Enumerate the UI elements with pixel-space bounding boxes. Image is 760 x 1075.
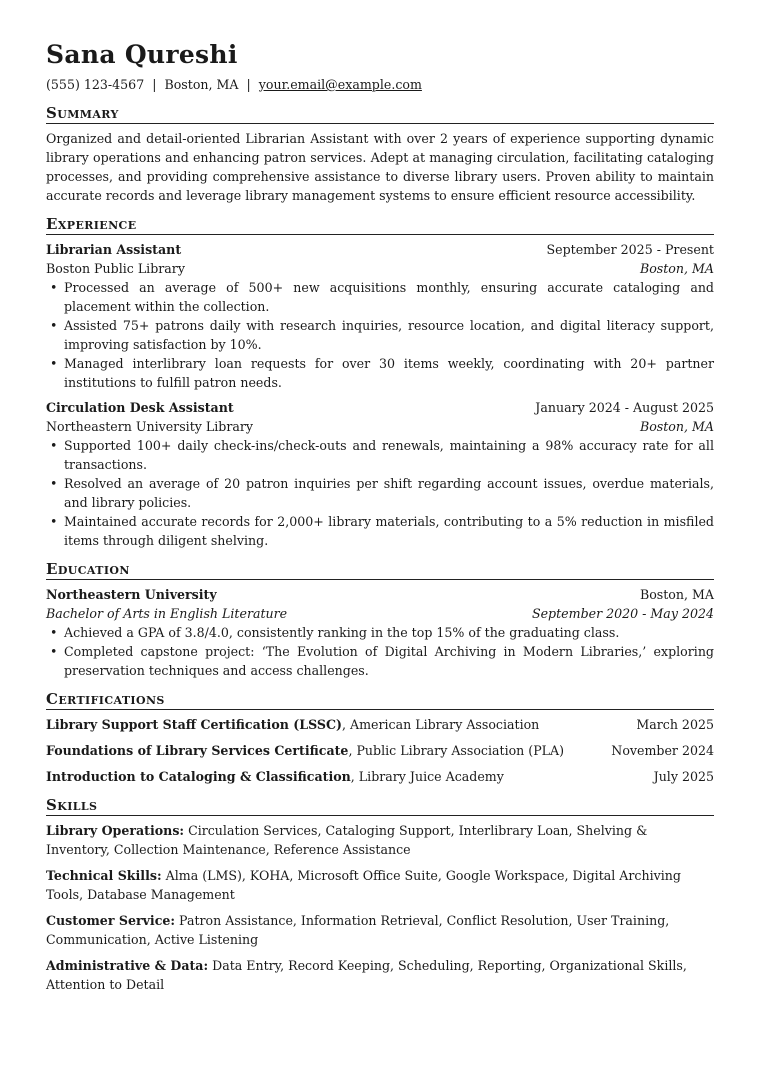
bullet-icon: • [50, 356, 58, 371]
contact-separator: | [152, 77, 157, 92]
bullet-icon: • [50, 644, 58, 659]
certification-issuer: , Library Juice Academy [350, 769, 504, 784]
bullet-item: • Resolved an average of 20 patron inquiries per shift regarding account issues, overdue materials, and library policies. [50, 476, 714, 510]
skill-group [46, 911, 714, 949]
bullet-icon: • [50, 318, 58, 333]
bullet-item: • Achieved a GPA of 3.8/4.0, consistently ranking in the top 15% of the graduating class. [50, 625, 620, 640]
job-organization: Boston Public Library [46, 261, 185, 276]
education-bullets [46, 623, 714, 680]
school-name: Northeastern University [46, 587, 217, 602]
skill-label: Customer Service: [46, 913, 176, 928]
certification-item [46, 741, 714, 760]
contact-line [46, 76, 714, 94]
skill-text: Data Entry, Record Keeping, Scheduling, Reporting, Organizational Skills, Attention to Detail [46, 958, 687, 992]
bullet-item: • Processed an average of 500+ new acquisitions monthly, ensuring accurate cataloging and placement within the collection. [50, 280, 714, 314]
certification-issuer: , Public Library Association (PLA) [348, 743, 565, 758]
skill-group [46, 821, 714, 859]
certification-date: November 2024 [611, 743, 714, 758]
skill-text: Patron Assistance, Information Retrieval, Conflict Resolution, User Training, Communication, Active Listening [46, 913, 670, 947]
certification-date: March 2025 [636, 717, 714, 732]
summary-text: Organized and detail-oriented Librarian Assistant with over 2 years of experience supporting dynamic library operations and enhancing patron services. Adept at managing circulation, facilitating cataloging processes, and providing comprehensive assistance to diverse library users. Proven ability to maintain accurate records and leverage library management systems to ensure efficient resource accessibility. [46, 131, 714, 203]
certification-issuer: , American Library Association [341, 717, 540, 732]
section-title-experience: Experience [46, 215, 714, 235]
skills-section [46, 796, 714, 994]
bullet-item: • Assisted 75+ patrons daily with research inquiries, resource location, and digital literacy support, improving satisfaction by 10%. [50, 318, 714, 352]
bullet-icon: • [50, 280, 58, 295]
bullet-item: • Managed interlibrary loan requests for over 30 items weekly, coordinating with 20+ partner institutions to fulfill patron needs. [50, 356, 714, 390]
degree-name: Bachelor of Arts in English Literature [46, 606, 288, 621]
resume-page [46, 40, 714, 1001]
section-title-certifications: Certifications [46, 690, 714, 710]
job-dates: January 2024 - August 2025 [535, 400, 714, 415]
section-title-education: Education [46, 560, 714, 580]
skill-group [46, 866, 714, 904]
phone-number: (555) 123-4567 [46, 77, 145, 92]
section-title-summary: Summary [46, 104, 714, 124]
job-organization: Northeastern University Library [46, 419, 253, 434]
certification-name: Library Support Staff Certification (LSSC) [46, 717, 342, 732]
job-entry [46, 398, 714, 550]
skill-text: Circulation Services, Cataloging Support, Interlibrary Loan, Shelving & Inventory, Collection Maintenance, Reference Assistance [46, 823, 648, 857]
contact-separator: | [246, 77, 251, 92]
bullet-icon: • [50, 625, 58, 640]
job-location: Boston, MA [639, 261, 714, 276]
bullet-item: • Supported 100+ daily check-ins/check-outs and renewals, maintaining a 98% accuracy rate for all transactions. [50, 438, 714, 472]
skill-label: Technical Skills: [46, 868, 162, 883]
education-section [46, 560, 714, 680]
summary-section [46, 104, 714, 205]
skill-label: Administrative & Data: [46, 958, 209, 973]
bullet-icon: • [50, 438, 58, 453]
job-entry [46, 240, 714, 392]
skill-label: Library Operations: [46, 823, 185, 838]
email-link[interactable]: your.email@example.com [258, 77, 422, 92]
candidate-name: Sana Qureshi [46, 40, 238, 69]
bullet-item: • Maintained accurate records for 2,000+ library materials, contributing to a 5% reduction in misfiled items through diligent shelving. [50, 514, 714, 548]
bullet-icon: • [50, 476, 58, 491]
section-title-skills: Skills [46, 796, 714, 816]
certification-item [46, 715, 714, 734]
job-role: Circulation Desk Assistant [46, 400, 234, 415]
job-location: Boston, MA [639, 419, 714, 434]
job-bullets [46, 436, 714, 550]
skill-text: Alma (LMS), KOHA, Microsoft Office Suite, Google Workspace, Digital Archiving Tools, Database Management [46, 868, 681, 902]
experience-section [46, 215, 714, 550]
certification-name: Foundations of Library Services Certificate [46, 743, 349, 758]
job-role: Librarian Assistant [46, 242, 182, 257]
certifications-section [46, 690, 714, 786]
location-text: Boston, MA [164, 77, 239, 92]
job-dates: September 2025 - Present [546, 242, 714, 257]
education-entry [46, 585, 714, 680]
skill-group [46, 956, 714, 994]
bullet-item: • Completed capstone project: ‘The Evolution of Digital Archiving in Modern Libraries,’ exploring preservation techniques and access challenges. [50, 644, 714, 678]
job-bullets [46, 278, 714, 392]
certification-date: July 2025 [653, 769, 714, 784]
education-dates: September 2020 - May 2024 [531, 606, 714, 621]
certification-item [46, 767, 714, 786]
school-location: Boston, MA [639, 587, 714, 602]
bullet-icon: • [50, 514, 58, 529]
certification-name: Introduction to Cataloging & Classification [46, 769, 351, 784]
